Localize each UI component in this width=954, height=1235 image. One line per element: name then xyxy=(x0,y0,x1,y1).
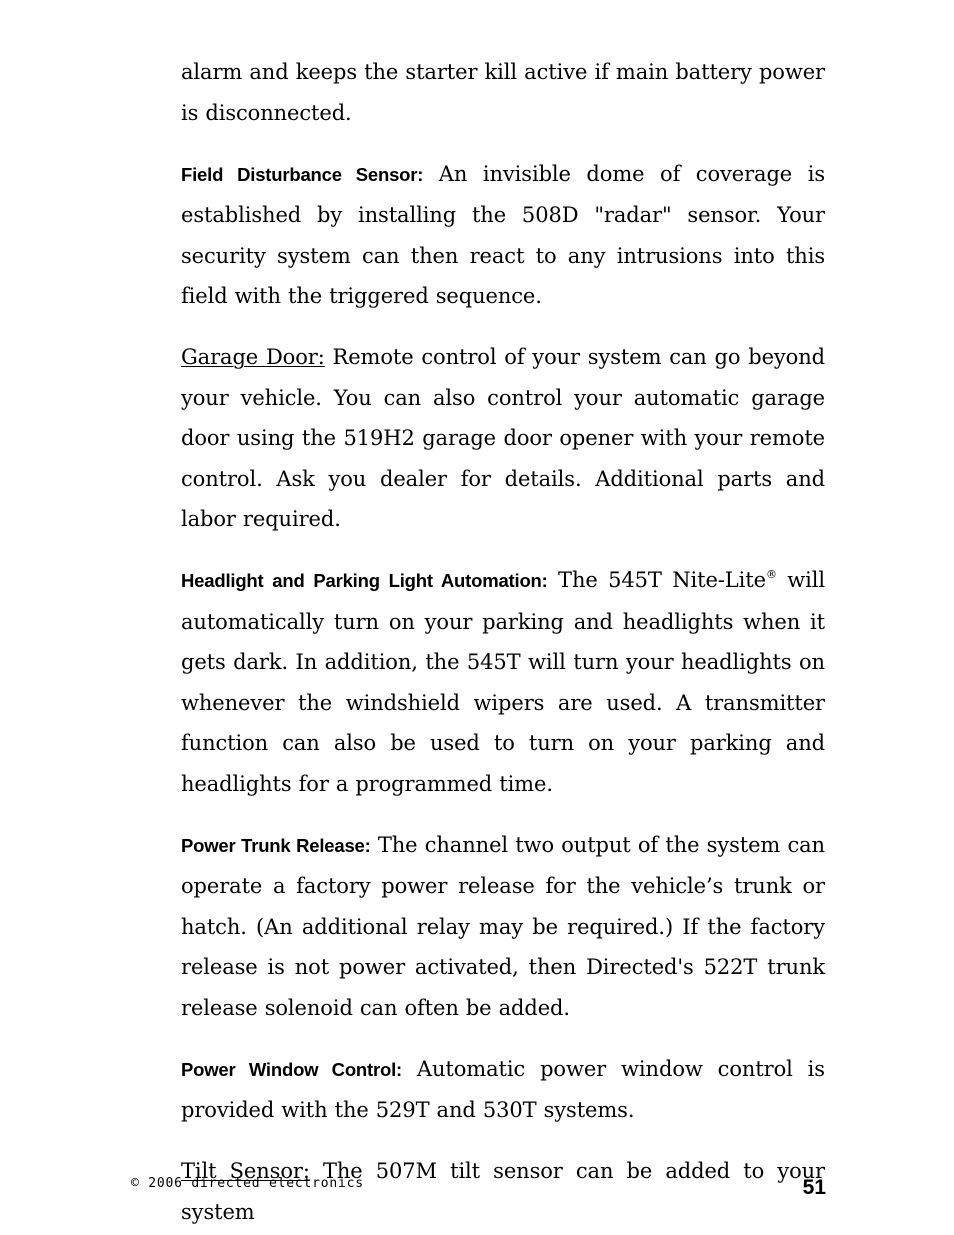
power-trunk-release-heading: Power Trunk Release: xyxy=(181,834,371,856)
paragraph-text: will automatically turn on your parking and headlights when it gets dark. In addition, the 545T will turn your headlights on whenever the windshield wipers are used. A transmitter function can also be used to turn on your parking and headlights for a programmed time. xyxy=(181,568,825,796)
field-disturbance-sensor-heading: Field Disturbance Sensor: xyxy=(181,163,424,185)
paragraph-text: Remote control of your system can go beyond your vehicle. You can also control your automatic garage door using the 519H2 garage door opener with your remote control. Ask you dealer for details. Additional parts and labor required. xyxy=(181,345,825,531)
paragraph-power-window-control xyxy=(181,1049,825,1131)
registered-mark: ® xyxy=(765,568,777,581)
paragraph-garage-door xyxy=(181,337,825,540)
paragraph-power-trunk-release xyxy=(181,825,825,1029)
paragraph-tilt-sensor xyxy=(181,1151,825,1232)
footer-copyright: © 2006 directed electronics xyxy=(131,1176,364,1191)
paragraph-text: alarm and keeps the starter kill active if main battery power is disconnected. xyxy=(181,60,825,125)
paragraph-field-disturbance-sensor xyxy=(181,154,825,317)
paragraph-battery-continuation xyxy=(181,52,825,133)
paragraph-text: The channel two output of the system can operate a factory power release for the vehicle’s trunk or hatch. (An additional relay may be required.) If the factory release is not power activated, then Directed's 522T trunk release solenoid can often be added. xyxy=(181,832,825,1020)
page-number: 51 xyxy=(802,1176,826,1199)
paragraph-text: The 507M tilt sensor can be added to your system xyxy=(181,1159,825,1224)
garage-door-heading: Garage Door: xyxy=(181,345,325,369)
power-window-control-heading: Power Window Control: xyxy=(181,1058,402,1080)
tilt-sensor-heading: Tilt Sensor: xyxy=(181,1159,310,1183)
headlight-automation-heading: Headlight and Parking Light Automation: xyxy=(181,570,548,591)
paragraph-text: Automatic power window control is provided with the 529T and 530T systems. xyxy=(181,1056,825,1122)
paragraph-text: The 545T Nite-Lite xyxy=(547,568,766,592)
document-body xyxy=(181,52,825,1232)
paragraph-text: An invisible dome of coverage is established by installing the 508D "radar" sensor. Your security system can then react to any intrusions into this field with the triggered sequence. xyxy=(181,161,825,308)
paragraph-headlight-automation xyxy=(181,560,825,804)
